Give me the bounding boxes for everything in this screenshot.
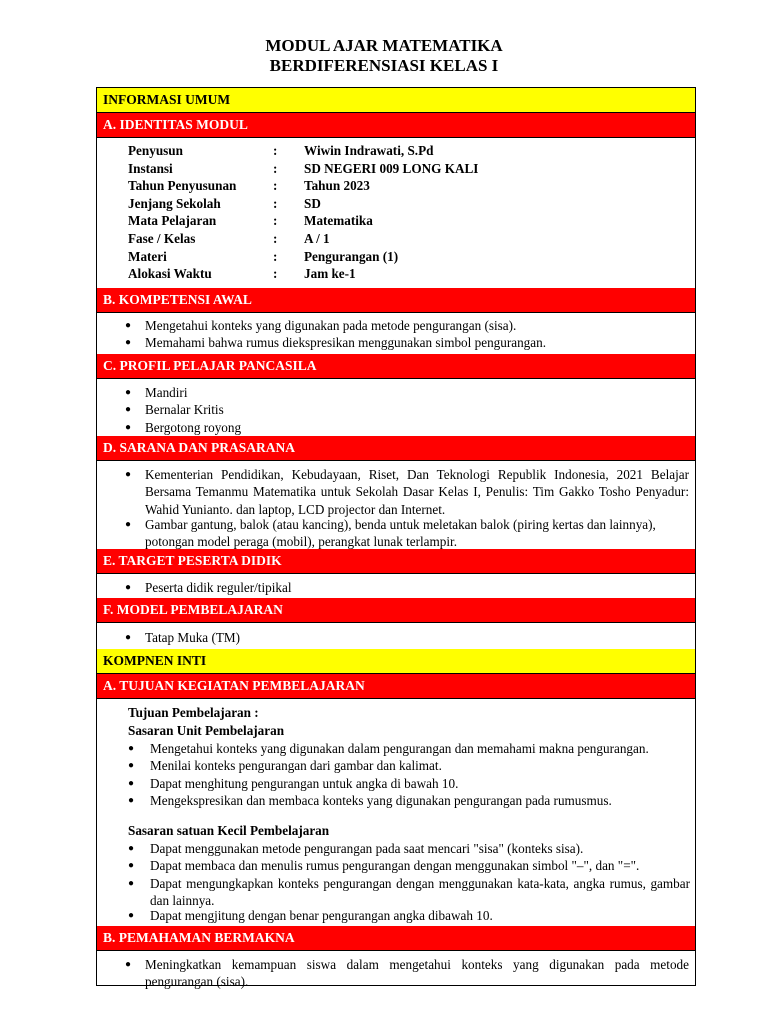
bullet-icon: ● — [128, 777, 135, 789]
bullet-icon: ● — [125, 582, 132, 593]
identitas-value: Wiwin Indrawati, S.Pd — [304, 143, 434, 158]
sarana-prasarana-header: D. SARANA DAN PRASARANA — [97, 436, 695, 461]
bullet-icon: ● — [125, 387, 132, 398]
model-pembelajaran-header: F. MODEL PEMBELAJARAN — [97, 598, 695, 623]
profil-pancasila-header: C. PROFIL PELAJAR PANCASILA — [97, 354, 695, 379]
bullet-icon: ● — [125, 404, 132, 416]
identitas-value: A / 1 — [304, 231, 330, 246]
tujuan-kegiatan-header: A. TUJUAN KEGIATAN PEMBELAJARAN — [97, 674, 695, 699]
identitas-colon: : — [273, 178, 278, 194]
identitas-value: Pengurangan (1) — [304, 248, 399, 264]
identitas-colon: : — [273, 195, 278, 211]
informasi-umum-header: INFORMASI UMUM — [97, 88, 695, 113]
identitas-colon: : — [273, 231, 278, 246]
identitas-label: Materi — [128, 248, 167, 264]
bullet-icon: ● — [128, 760, 135, 772]
bullet-icon: ● — [125, 320, 132, 331]
identitas-value: SD NEGERI 009 LONG KALI — [304, 160, 479, 176]
identitas-colon: : — [273, 266, 278, 282]
identitas-label: Penyusun — [128, 143, 183, 158]
identitas-label: Fase / Kelas — [128, 231, 196, 246]
bullet-icon: ● — [125, 519, 132, 530]
bullet-icon: ● — [128, 795, 135, 807]
sasaran-kecil-heading: Sasaran satuan Kecil Pembelajaran — [128, 823, 330, 838]
identitas-value: SD — [304, 195, 321, 211]
bullet-icon: ● — [125, 421, 132, 433]
identitas-value: Jam ke-1 — [304, 266, 356, 282]
identitas-label: Instansi — [128, 160, 173, 176]
pemahaman-bermakna-header: B. PEMAHAMAN BERMAKNA — [97, 926, 695, 951]
komponen-inti-header: KOMPNEN INTI — [97, 649, 695, 674]
identitas-colon: : — [273, 213, 278, 229]
bullet-icon: ● — [125, 337, 132, 349]
target-peserta-header: E. TARGET PESERTA DIDIK — [97, 549, 695, 574]
kompetensi-awal-header: B. KOMPETENSI AWAL — [97, 288, 695, 313]
identitas-label: Jenjang Sekolah — [128, 195, 221, 211]
identitas-colon: : — [273, 143, 278, 158]
tujuan-label: Tujuan Pembelajaran : — [128, 705, 259, 720]
doc-title-line1: MODUL AJAR MATEMATIKA — [265, 36, 503, 55]
identitas-value: Matematika — [304, 213, 373, 229]
bullet-icon: ● — [128, 843, 135, 854]
identitas-colon: : — [273, 248, 278, 264]
identitas-label: Mata Pelajaran — [128, 213, 217, 229]
identitas-colon: : — [273, 160, 278, 176]
bullet-icon: ● — [128, 877, 135, 889]
doc-title-line2: BERDIFERENSIASI KELAS I — [269, 56, 499, 75]
bullet-icon: ● — [128, 909, 135, 921]
bullet-icon: ● — [125, 632, 132, 643]
bullet-icon: ● — [125, 469, 132, 480]
bullet-icon: ● — [128, 743, 135, 754]
sasaran-unit-heading: Sasaran Unit Pembelajaran — [128, 723, 285, 738]
identitas-modul-header: A. IDENTITAS MODUL — [97, 113, 695, 138]
module-table: INFORMASI UMUM A. IDENTITAS MODUL Penyusun : Wiwin Indrawati, S.Pd Instansi : SD NEGERI 009 LONG KALI Tahun Penyusunan : Tahun 2023 Jenjang Sekolah : SD Mata Pelajaran : Matematika Fase / Kelas : A / 1 Materi : Pengurangan (1) Alokasi Waktu : Jam ke-1 B. KOMPETENSI AWAL ● Mengetahui konteks yang digunakan pada metode pengurangan (sisa). ● Memahami bahwa rumus diekspresikan menggunakan simbol pengurangan. C. PROFIL PELAJAR PANCASILA ● Mandiri ● Bernalar Kritis ● Bergotong royong D. SARANA DAN PRASARANA ● Kementerian Pendidikan, Kebudayaan, Riset, Dan Teknologi Republik Indonesia, 2021 Belajar Bersama Temanmu Matematika untuk Sekolah Dasar Kelas I, Penulis: Tim Gakko Tosho Penyadur: Wahid Yunianto. dan laptop, LCD projector dan Internet. ● Gambar gantung, balok (atau kancing), benda untuk meletakan balok (piring kertas dan lainnya), potongan model peraga (mobil), perangkat lunak terlampir. E. TARGET PESERTA DIDIK ● Peserta didik reguler/tipikal F. MODEL PEMBELAJARAN ● Tatap Muka (TM) KOMPNEN INTI A. TUJUAN KEGIATAN PEMBELAJARAN Tujuan Pembelajaran : Sasaran Unit Pembelajaran ● Mengetahui konteks yang digunakan dalam pengurangan dan memahami makna pengurangan. ● Menilai konteks pengurangan dari gambar dan kalimat. ● Dapat menghitung pengurangan untuk angka di bawah 10. ● Mengekspresikan dan membaca konteks yang digunakan pengurangan pada rumusmus. Sasaran satuan Kecil Pembelajaran ● Dapat menggunakan metode pengurangan pada saat mencari "sisa" (konteks sisa). ● Dapat membaca dan menulis rumus pengurangan dengan menggunakan simbol "–", dan "=". ● Dapat mengungkapkan konteks pengurangan dengan menggunakan kata-kata, angka rumus, gambar dan lainnya. ● Dapat mengjitung dengan benar pengurangan angka dibawah 10. B. PEMAHAMAN BERMAKNA ● Meningkatkan kemampuan siswa dalam mengetahui konteks yang digunakan pada metode pengurangan (sisa). — [96, 87, 696, 986]
bullet-icon: ● — [125, 959, 132, 970]
identitas-value: Tahun 2023 — [304, 178, 370, 194]
bullet-icon: ● — [128, 860, 135, 872]
identitas-label: Tahun Penyusunan — [128, 178, 237, 194]
identitas-label: Alokasi Waktu — [128, 266, 212, 282]
